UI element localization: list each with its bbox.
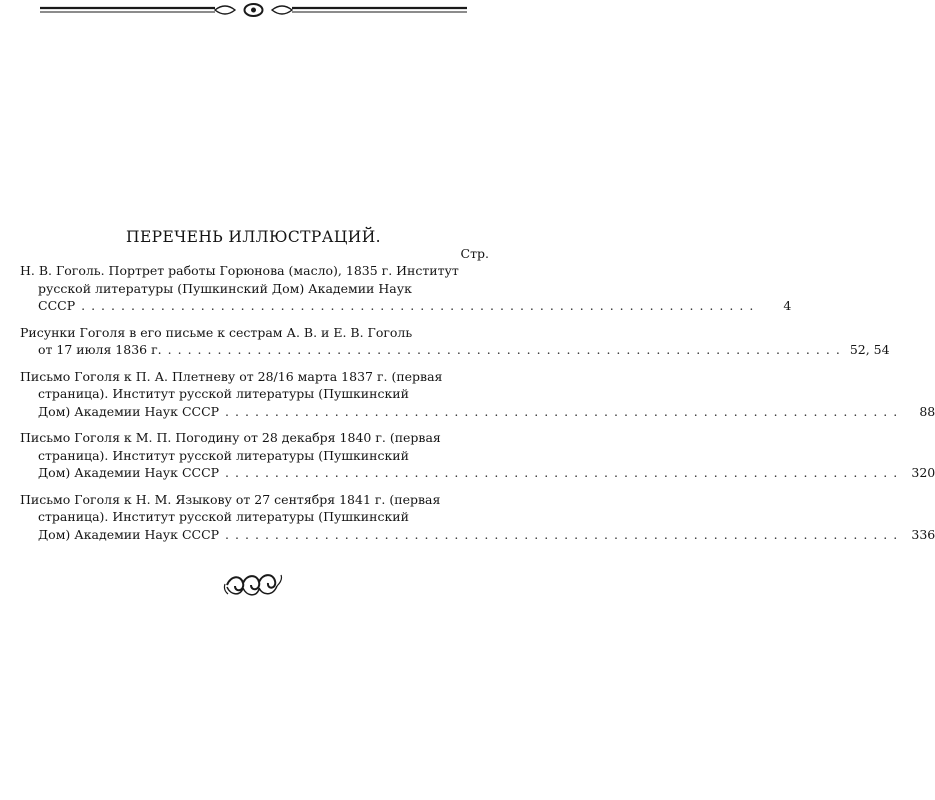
leader-dots: .................................................................... xyxy=(167,342,846,357)
entry-line: Дом) Академии Наук СССР xyxy=(38,465,220,480)
entry-line: русской литературы (Пушкинский Дом) Академии Наук xyxy=(38,280,412,296)
page-title: ПЕРЕЧЕНЬ ИЛЛЮСТРАЦИЙ. xyxy=(126,228,381,246)
page-number: 88 xyxy=(919,403,935,419)
entry-line: Рисунки Гоголя в его письме к сестрам А. В. и Е. В. Гоголь xyxy=(20,324,413,340)
page-number: 320 xyxy=(911,465,935,480)
list-item xyxy=(20,368,935,421)
leader-dots: .................................................................... xyxy=(225,403,904,419)
leader-dots: .................................................................... xyxy=(81,298,760,313)
entry-line: Письмо Гоголя к П. А. Плетневу от 28/16 марта 1837 г. (первая xyxy=(20,368,443,384)
entry-line: страница). Институт русской литературы (Пушкинский xyxy=(38,509,409,524)
list-item xyxy=(20,262,792,315)
entry-last-line xyxy=(20,526,935,544)
leader-dots: .................................................................... xyxy=(225,465,904,480)
entry-line: Письмо Гоголя к Н. М. Языкову от 27 сентября 1841 г. (первая xyxy=(20,491,441,507)
top-ornament xyxy=(40,2,467,20)
entry-line: страница). Институт русской литературы (Пушкинский xyxy=(38,447,409,463)
entry-last-line xyxy=(20,297,792,315)
bottom-ornament xyxy=(223,572,285,598)
entry-last-line xyxy=(20,341,890,359)
page-number: 52, 54 xyxy=(849,342,890,357)
entry-line: СССР xyxy=(38,298,76,313)
entry-line: Дом) Академии Наук СССР xyxy=(38,403,220,419)
entry-last-line xyxy=(20,403,935,421)
page-column-label: Стр. xyxy=(460,246,489,261)
page-number: 336 xyxy=(911,526,935,542)
list-item xyxy=(20,324,890,359)
list-item xyxy=(20,429,935,482)
list-item xyxy=(20,491,935,544)
leader-dots: .................................................................... xyxy=(225,526,904,542)
page-number: 4 xyxy=(783,298,792,313)
entry-last-line xyxy=(20,464,935,482)
illustration-list xyxy=(20,262,935,552)
entry-line: страница). Институт русской литературы (Пушкинский xyxy=(38,386,409,401)
entry-line: Н. В. Гоголь. Портрет работы Горюнова (масло), 1835 г. Институт xyxy=(20,263,459,278)
entry-line: от 17 июля 1836 г. xyxy=(38,342,162,357)
entry-line: Дом) Академии Наук СССР xyxy=(38,526,220,542)
entry-line: Письмо Гоголя к М. П. Погодину от 28 декабря 1840 г. (первая xyxy=(20,430,441,445)
